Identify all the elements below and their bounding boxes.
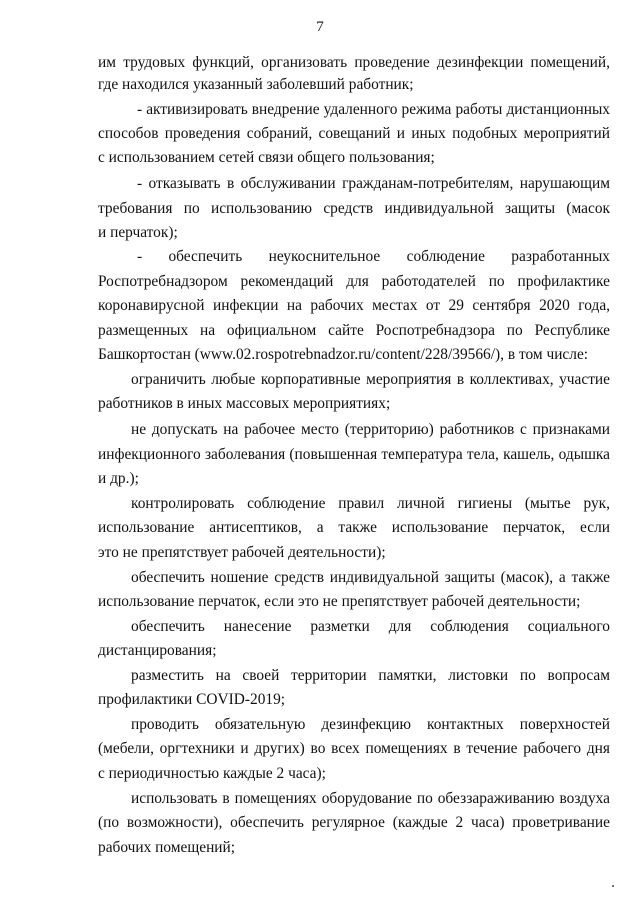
scan-speck — [612, 885, 614, 887]
text-line: коронавирусной инфекции на рабочих местах от 29 сентября 2020 года, — [98, 297, 610, 314]
text-line: где находился указанный заболевший работник; — [98, 76, 414, 93]
text-line: Башкортостан (www.02.rospotrebnadzor.ru/content/228/39566/), в том числе: — [98, 346, 589, 363]
text-line: дистанцирования; — [98, 642, 217, 659]
text-line: разместить на своей территории памятки, листовки по вопросам — [131, 667, 610, 684]
text-line: - обеспечить неукоснительное соблюдение разработанных — [137, 248, 610, 265]
text-line: использование антисептиков, а также использование перчаток, если — [98, 519, 610, 536]
text-line: обеспечить нанесение разметки для соблюдения социального — [131, 618, 610, 635]
text-line: им трудовых функций, организовать проведение дезинфекции помещений, — [98, 54, 610, 71]
text-line: (по возможности), обеспечить регулярное (каждые 2 часа) проветривание — [98, 814, 610, 831]
text-line: размещенных на официальном сайте Роспотребнадзора по Республике — [98, 322, 610, 339]
text-line: контролировать соблюдение правил личной гигиены (мытье рук, — [131, 495, 610, 512]
text-line: и др.); — [98, 470, 139, 487]
text-line: работников в иных массовых мероприятиях; — [98, 395, 391, 412]
text-line: - отказывать в обслуживании гражданам-потребителям, нарушающим — [137, 175, 610, 192]
text-line: не допускать на рабочее место (территорию) работников с признаками — [131, 421, 610, 438]
text-line: ограничить любые корпоративные мероприятия в коллективах, участие — [131, 371, 610, 388]
text-line: рабочих помещений; — [98, 839, 236, 856]
text-line: - активизировать внедрение удаленного режима работы дистанционных — [137, 101, 610, 118]
text-line: проводить обязательную дезинфекцию контактных поверхностей — [131, 716, 610, 733]
text-line: и перчаток); — [98, 224, 178, 241]
text-line: способов проведения собраний, совещаний и иных подобных мероприятий — [98, 125, 610, 142]
text-line: профилактики COVID-2019; — [98, 691, 286, 708]
text-line: с периодичностью каждые 2 часа); — [98, 765, 326, 782]
text-line: с использованием сетей связи общего пользования; — [98, 149, 435, 166]
text-line: использование перчаток, если это не препятствует рабочей деятельности; — [98, 593, 581, 610]
text-line: Роспотребнадзором рекомендаций для работодателей по профилактике — [98, 273, 610, 290]
text-line: использовать в помещениях оборудование по обеззараживанию воздуха — [131, 790, 610, 807]
text-line: (мебели, оргтехники и других) во всех помещениях в течение рабочего дня — [98, 740, 610, 757]
text-line: это не препятствует рабочей деятельности); — [98, 544, 386, 561]
text-line: обеспечить ношение средств индивидуальной защиты (масок), а также — [131, 569, 610, 586]
page-number: 7 — [316, 19, 324, 35]
text-line: требования по использованию средств индивидуальной защиты (масок — [98, 200, 610, 217]
text-line: инфекционного заболевания (повышенная температура тела, кашель, одышка — [98, 446, 610, 463]
